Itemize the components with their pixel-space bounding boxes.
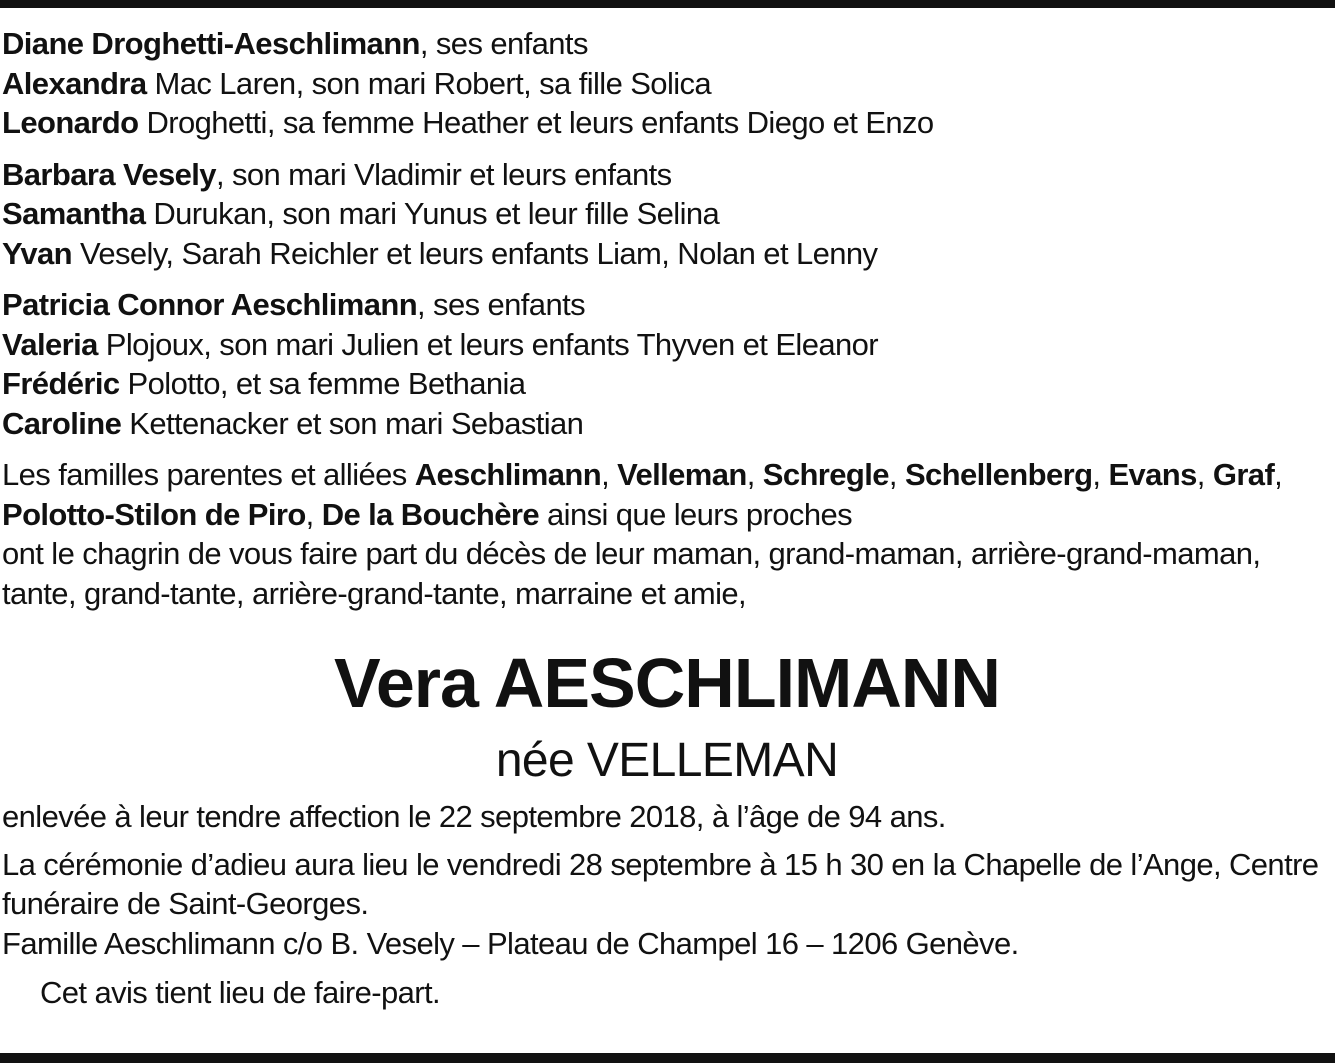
announcement-text: ont le chagrin de vous faire part du décès de leur maman, grand-maman, arrière-grand-maman, tante, grand-tante, arrière-grand-tante, marraine et amie, — [2, 536, 1261, 611]
bottom-rule — [0, 1053, 1335, 1063]
family-line — [2, 64, 1332, 104]
family-address: Famille Aeschlimann c/o B. Vesely – Plateau de Champel 16 – 1206 Genève. — [2, 925, 1019, 961]
family-surname: Schregle — [762, 457, 889, 492]
family-surname: Velleman — [617, 457, 747, 492]
family-surname: Graf — [1212, 457, 1275, 492]
family-surname: Aeschlimann — [414, 457, 602, 492]
family-line — [2, 194, 1332, 234]
family-line — [2, 404, 1332, 444]
obituary-notice — [2, 24, 1332, 1013]
family-member-detail: , ses enfants — [419, 26, 588, 61]
family-line — [2, 155, 1332, 195]
family-member-name: Frédéric — [2, 366, 120, 401]
family-member-detail: Plojoux, son mari Julien et leurs enfants Thyven et Eleanor — [97, 326, 878, 362]
family-member-detail: Droghetti, sa femme Heather et leurs enfants Diego et Enzo — [138, 105, 934, 140]
family-group — [2, 24, 1332, 143]
family-member-detail: Mac Laren, son mari Robert, sa fille Solica — [146, 65, 712, 101]
family-member-name: Barbara Vesely — [2, 156, 216, 192]
families-outro: ainsi que leurs proches — [539, 496, 853, 532]
footer-note: Cet avis tient lieu de faire-part. — [40, 975, 441, 1010]
family-surname: Polotto-Stilon de Piro — [2, 496, 306, 532]
family-line — [2, 325, 1332, 365]
family-surname: Evans — [1108, 457, 1197, 492]
family-groups — [2, 24, 1332, 443]
death-line: enlevée à leur tendre affection le 22 septembre 2018, à l’âge de 94 ans. — [2, 799, 946, 834]
family-member-name: Yvan — [2, 235, 72, 271]
family-group — [2, 155, 1332, 274]
family-member-detail: Polotto, et sa femme Bethania — [119, 366, 526, 401]
family-member-detail: Kettenacker et son mari Sebastian — [121, 405, 584, 441]
family-member-name: Diane Droghetti-Aeschlimann — [2, 26, 420, 61]
family-member-name: Caroline — [2, 405, 122, 441]
family-line — [2, 364, 1332, 404]
family-member-name: Patricia Connor Aeschlimann — [2, 287, 418, 322]
family-line — [2, 24, 1332, 64]
family-member-detail: Durukan, son mari Yunus et leur fille Selina — [145, 196, 720, 231]
top-rule — [0, 0, 1335, 8]
family-line — [2, 103, 1332, 143]
family-member-detail: , ses enfants — [417, 287, 585, 322]
related-families: Les familles parentes et alliées Aeschlimann, Velleman, Schregle, Schellenberg, Evans, Graf, Polotto-Stilon de Piro, De la Bouchère ainsi que leurs proches — [2, 457, 1283, 532]
family-member-name: Leonardo — [2, 105, 139, 140]
family-line — [2, 285, 1332, 325]
family-member-name: Alexandra — [2, 65, 147, 101]
family-member-name: Samantha — [2, 196, 146, 231]
ceremony-text: La cérémonie d’adieu aura lieu le vendredi 28 septembre à 15 h 30 en la Chapelle de l’Ange, Centre funéraire de Saint-Georges. — [2, 846, 1319, 921]
family-surname: De la Bouchère — [321, 496, 539, 532]
families-intro: Les familles parentes et alliées — [2, 457, 415, 492]
families-paragraph — [2, 455, 1332, 613]
family-surname: Schellenberg — [904, 457, 1093, 492]
deceased-maiden-name: née VELLEMAN — [495, 734, 839, 787]
family-member-detail: Vesely, Sarah Reichler et leurs enfants Liam, Nolan et Lenny — [71, 235, 878, 271]
family-member-name: Valeria — [2, 326, 98, 362]
family-line — [2, 234, 1332, 274]
family-group — [2, 285, 1332, 443]
deceased-name: Vera AESCHLIMANN — [334, 644, 1000, 722]
family-member-detail: , son mari Vladimir et leurs enfants — [215, 156, 672, 192]
